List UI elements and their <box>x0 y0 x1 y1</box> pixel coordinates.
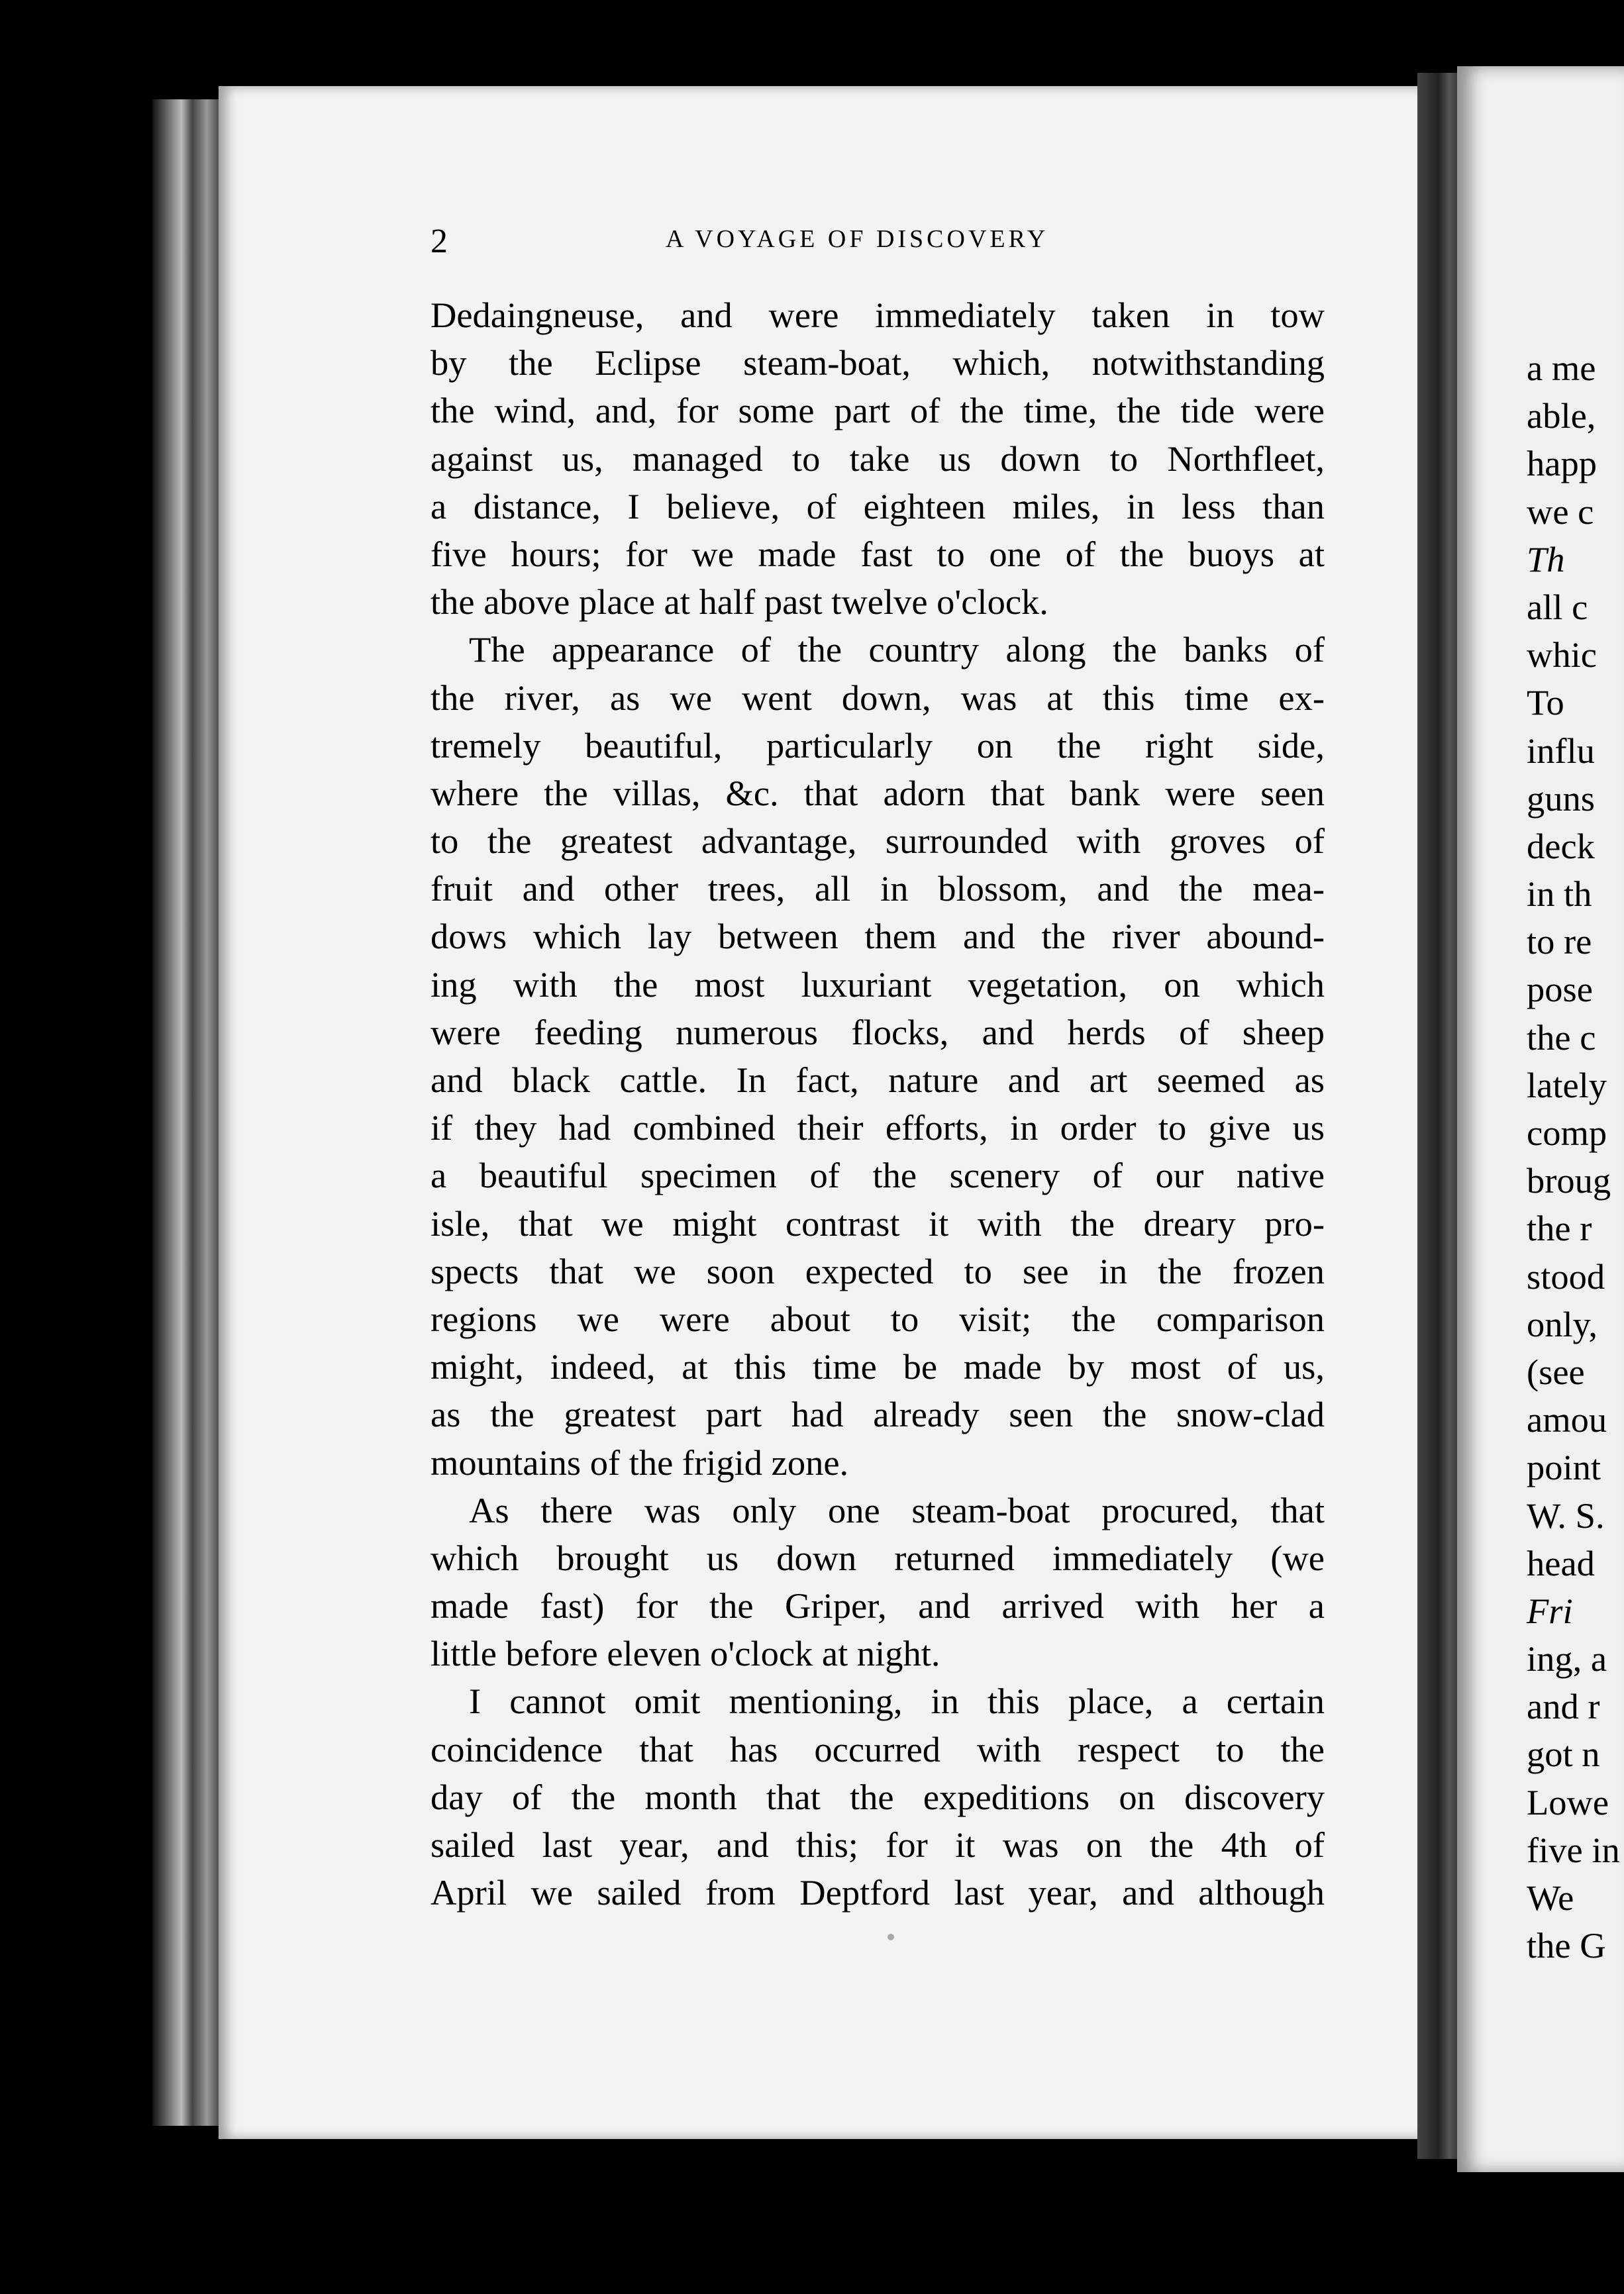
partial-text-line: five in <box>1527 1829 1620 1870</box>
partial-text-line: got n <box>1527 1734 1600 1775</box>
text-line: made fast) for the Griper, and arrived with her a <box>431 1585 1325 1626</box>
partial-text-line: point <box>1527 1447 1601 1488</box>
partial-text-line: deck <box>1527 825 1595 866</box>
partial-text-line: we c <box>1527 491 1594 532</box>
text-line: which brought us down returned immediately (we <box>431 1537 1325 1578</box>
partial-text-line: guns <box>1527 777 1595 819</box>
partial-text-line: and r <box>1527 1686 1600 1727</box>
running-head: A VOYAGE OF DISCOVERY <box>666 225 1049 253</box>
partial-text-line: ing, a <box>1527 1638 1607 1679</box>
partial-text-line: only, <box>1527 1303 1598 1344</box>
text-line: might, indeed, at this time be made by most of us, <box>431 1346 1325 1387</box>
partial-text-line: broug <box>1527 1160 1611 1201</box>
partial-text-line: to re <box>1527 921 1592 962</box>
text-line: ing with the most luxuriant vegetation, on which <box>431 964 1325 1005</box>
text-line: The appearance of the country along the banks of <box>469 629 1325 670</box>
text-line: by the Eclipse steam-boat, which, notwithstanding <box>431 342 1325 383</box>
text-line: dows which lay between them and the river abound- <box>431 916 1325 957</box>
text-line: five hours; for we made fast to one of the buoys at <box>431 533 1325 574</box>
text-line: isle, that we might contrast it with the dreary pro- <box>431 1203 1325 1244</box>
partial-text-line: stood <box>1527 1256 1605 1297</box>
text-line: and black cattle. In fact, nature and art seemed as <box>431 1060 1325 1100</box>
partial-text-line: happ <box>1527 443 1597 484</box>
text-line: day of the month that the expeditions on discovery <box>431 1776 1325 1817</box>
partial-text-line: amou <box>1527 1399 1607 1440</box>
book-binding-edge <box>152 99 225 2126</box>
text-line: As there was only one steam-boat procured, that <box>469 1489 1325 1530</box>
text-line: as the greatest part had already seen the snow-clad <box>431 1394 1325 1435</box>
partial-text-line: able, <box>1527 395 1596 436</box>
partial-text-line: Fri <box>1527 1590 1573 1631</box>
partial-text-line: Lowe <box>1527 1781 1609 1822</box>
text-line: April we sailed from Deptford last year, and although <box>431 1872 1325 1913</box>
left-page-body-text <box>431 291 1325 1917</box>
text-line: tremely beautiful, particularly on the right side, <box>431 724 1325 766</box>
partial-text-line: pose <box>1527 969 1593 1010</box>
partial-text-line: the c <box>1527 1017 1596 1058</box>
text-line: where the villas, &c. that adorn that bank were seen <box>431 772 1325 813</box>
partial-text-line: To <box>1527 682 1564 723</box>
partial-text-line: in th <box>1527 873 1592 915</box>
text-line: were feeding numerous flocks, and herds of sheep <box>431 1011 1325 1052</box>
partial-text-line: the G <box>1527 1925 1606 1966</box>
text-line: to the greatest advantage, surrounded with groves of <box>431 821 1325 862</box>
text-line: spects that we soon expected to see in the frozen <box>431 1250 1325 1291</box>
partial-text-line: We <box>1527 1877 1574 1918</box>
text-line: little before eleven o'clock at night. <box>431 1633 940 1674</box>
right-page-partial-text <box>1527 344 1620 1970</box>
partial-text-line: head <box>1527 1542 1595 1583</box>
partial-text-line: a me <box>1527 348 1596 388</box>
text-line: Dedaingneuse, and were immediately taken in tow <box>431 295 1325 335</box>
partial-text-line: all c <box>1527 586 1588 627</box>
partial-text-line: lately <box>1527 1064 1607 1105</box>
partial-text-line: Th <box>1527 538 1565 579</box>
page-speck <box>888 1934 894 1940</box>
partial-text-line: the r <box>1527 1208 1592 1249</box>
text-line: a distance, I believe, of eighteen miles, in less than <box>431 485 1325 526</box>
text-line: the river, as we went down, was at this time ex- <box>431 677 1325 718</box>
partial-text-line: W. S. <box>1527 1495 1605 1536</box>
page-header <box>431 222 1338 268</box>
text-line: coincidence that has occurred with respect to the <box>431 1728 1325 1770</box>
text-line: if they had combined their efforts, in order to give us <box>431 1107 1325 1148</box>
text-line: I cannot omit mentioning, in this place, a certain <box>469 1681 1325 1722</box>
partial-text-line: whic <box>1527 634 1597 675</box>
text-line: mountains of the frigid zone. <box>431 1442 849 1483</box>
partial-text-line: influ <box>1527 730 1595 771</box>
partial-text-line: (see <box>1527 1351 1585 1392</box>
text-line: the above place at half past twelve o'clock. <box>431 581 1048 623</box>
page-number: 2 <box>431 223 448 260</box>
text-line: a beautiful specimen of the scenery of our native <box>431 1155 1325 1196</box>
text-line: sailed last year, and this; for it was on the 4th of <box>431 1824 1325 1865</box>
text-line: the wind, and, for some part of the time, the tide were <box>431 390 1325 431</box>
partial-text-line: comp <box>1527 1113 1607 1153</box>
text-line: against us, managed to take us down to Northfleet, <box>431 438 1325 479</box>
text-line: regions we were about to visit; the comparison <box>431 1298 1325 1339</box>
text-line: fruit and other trees, all in blossom, and the mea- <box>431 868 1325 909</box>
